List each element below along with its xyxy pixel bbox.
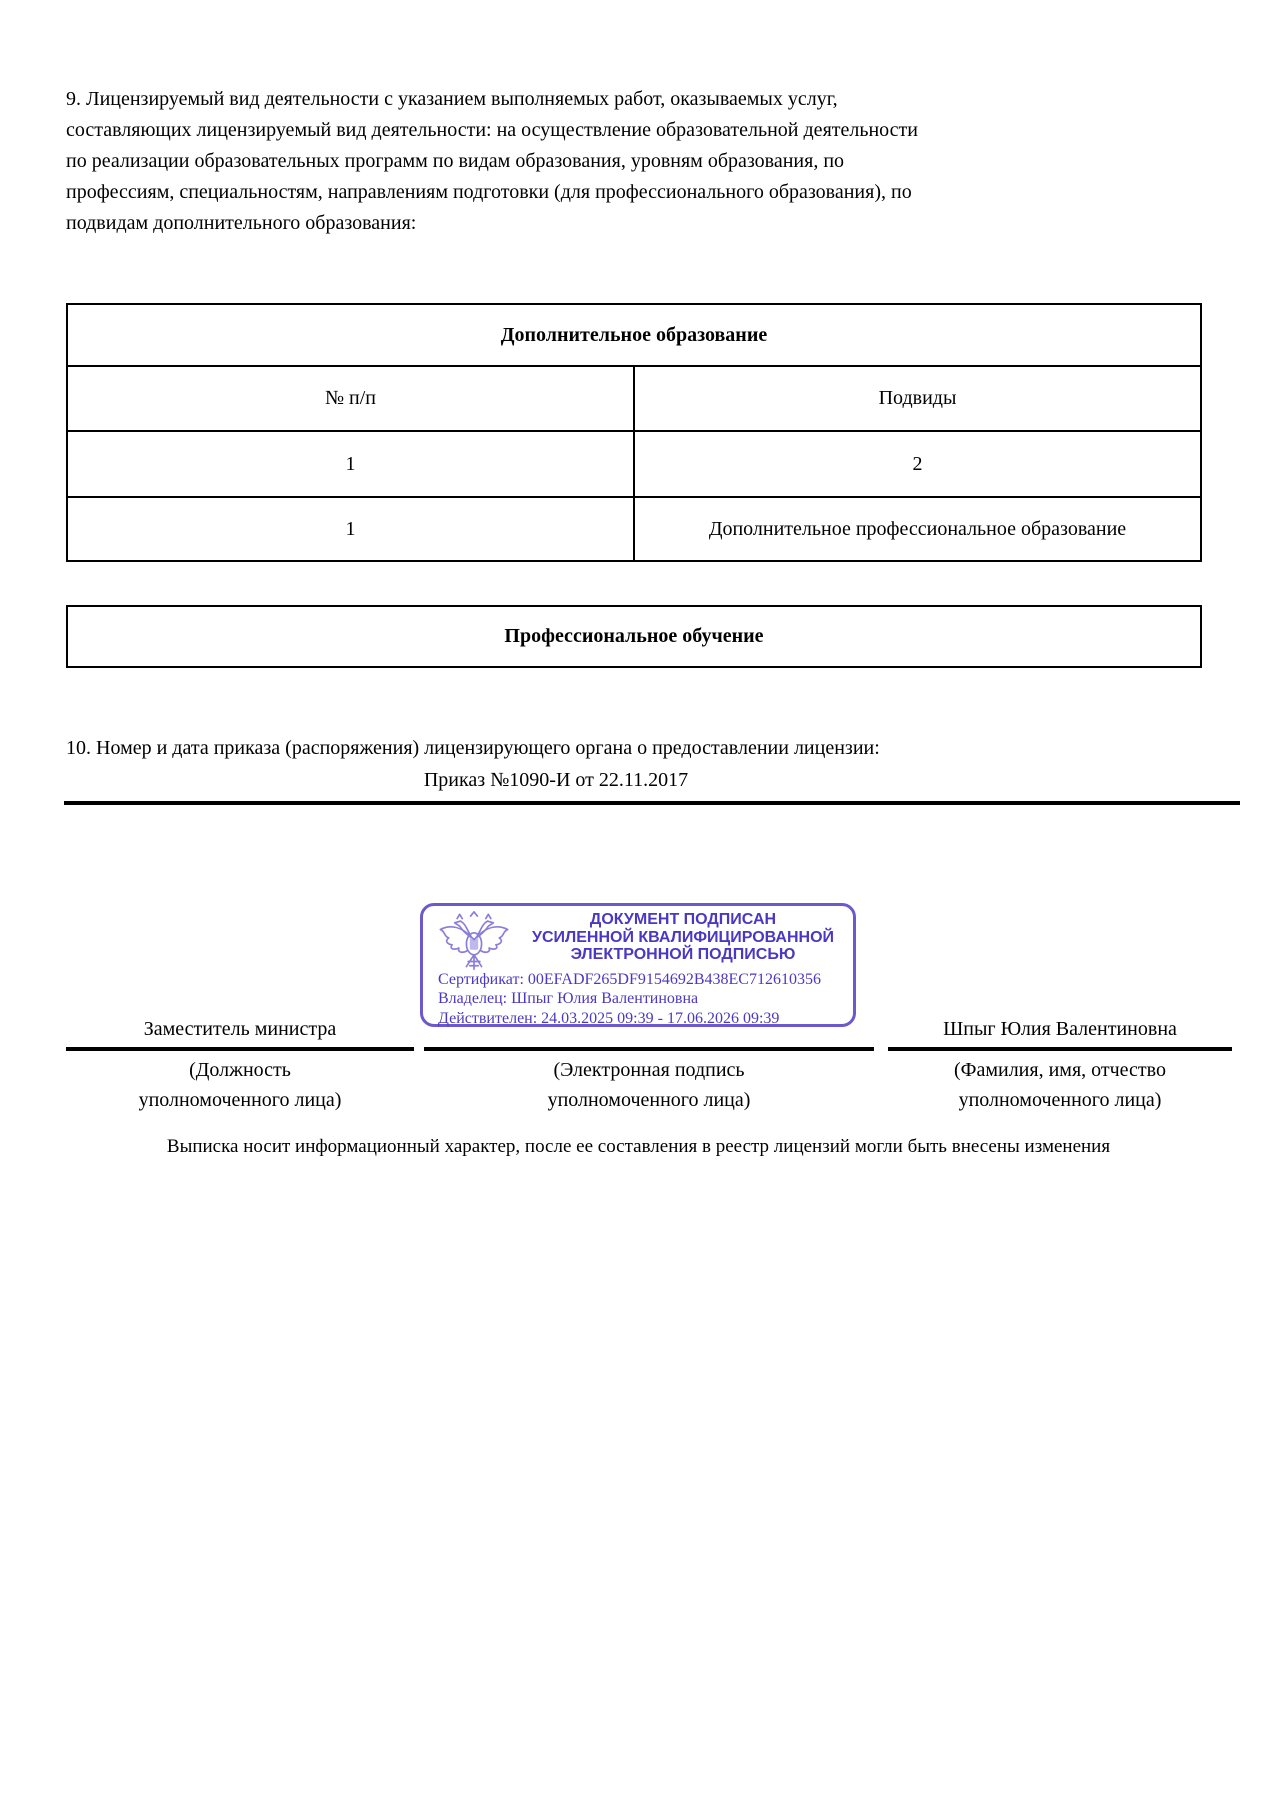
signer-name: Шпыг Юлия Валентиновна [943,1018,1177,1040]
signature-line [888,1047,1232,1051]
section-9-line: 9. Лицензируемый вид деятельности с указанием выполняемых работ, оказываемых услуг, [66,88,838,110]
table-title-row [67,304,1201,366]
stamp-header-line: УСИЛЕННОЙ КВАЛИФИЦИРОВАННОЙ [531,928,835,946]
stamp-header [521,911,845,964]
cell-value: 2 [634,431,1201,497]
signature-caption: уполномоченного лица) [138,1089,342,1111]
signature-caption: уполномоченного лица) [547,1089,751,1111]
cell-number: 1 [67,431,634,497]
table-row [67,497,1201,561]
column-header-subtypes: Подвиды [634,366,1201,431]
signature-block-esignature [424,1014,874,1115]
signature-caption: (Электронная подпись [553,1059,745,1081]
professional-training-title: Профессиональное обучение [504,625,764,647]
stamp-header-line: ДОКУМЕНТ ПОДПИСАН [589,911,777,928]
signature-line [424,1047,874,1051]
signature-block-name [888,1014,1232,1115]
cell-number: 1 [67,497,634,561]
table-title: Дополнительное образование [67,304,1201,366]
signature-caption: уполномоченного лица) [958,1089,1162,1111]
section-9-paragraph [66,84,1226,239]
section-9-line: по реализации образовательных программ по видам образования, уровням образования, по [66,150,845,172]
digital-signature-stamp [420,903,856,1027]
stamp-validity: Действителен: 24.03.2025 09:39 - 17.06.2026 09:39 [438,1009,780,1027]
signature-caption: (Фамилия, имя, отчество [954,1059,1166,1081]
esignature-space [424,1014,874,1047]
section-10-paragraph: 10. Номер и дата приказа (распоряжения) лицензирующего органа о предоставлении лицензии: [66,737,880,759]
stamp-certificate: Сертификат: 00EFADF265DF9154692B438EC712610356 [438,970,821,988]
stamp-owner: Владелец: Шпыг Юлия Валентиновна [438,990,699,1007]
horizontal-rule [64,801,1240,805]
table-row [67,431,1201,497]
signature-block-position [66,1014,414,1115]
section-9-line: подвидам дополнительного образования: [66,212,417,234]
cell-value: Дополнительное профессиональное образование [634,497,1201,561]
table-header-row [67,366,1201,431]
section-9-line: составляющих лицензируемый вид деятельности: на осуществление образовательной деятельности [66,119,919,141]
stamp-header-line: ЭЛЕКТРОННОЙ ПОДПИСЬЮ [570,946,796,963]
professional-training-table [66,605,1202,668]
coat-of-arms-eagle-icon [431,911,517,975]
signer-position: Заместитель министра [143,1018,337,1040]
signature-line [66,1047,414,1051]
order-number-line: Приказ №1090-И от 22.11.2017 [423,769,689,791]
section-9-line: профессиям, специальностям, направлениям подготовки (для профессионального образования), по [66,181,912,203]
signature-caption: (Должность [189,1059,291,1081]
additional-education-table [66,303,1202,562]
footnote: Выписка носит информационный характер, после ее составления в реестр лицензий могли быть внесены изменения [166,1136,1111,1157]
column-header-number: № п/п [67,366,634,431]
